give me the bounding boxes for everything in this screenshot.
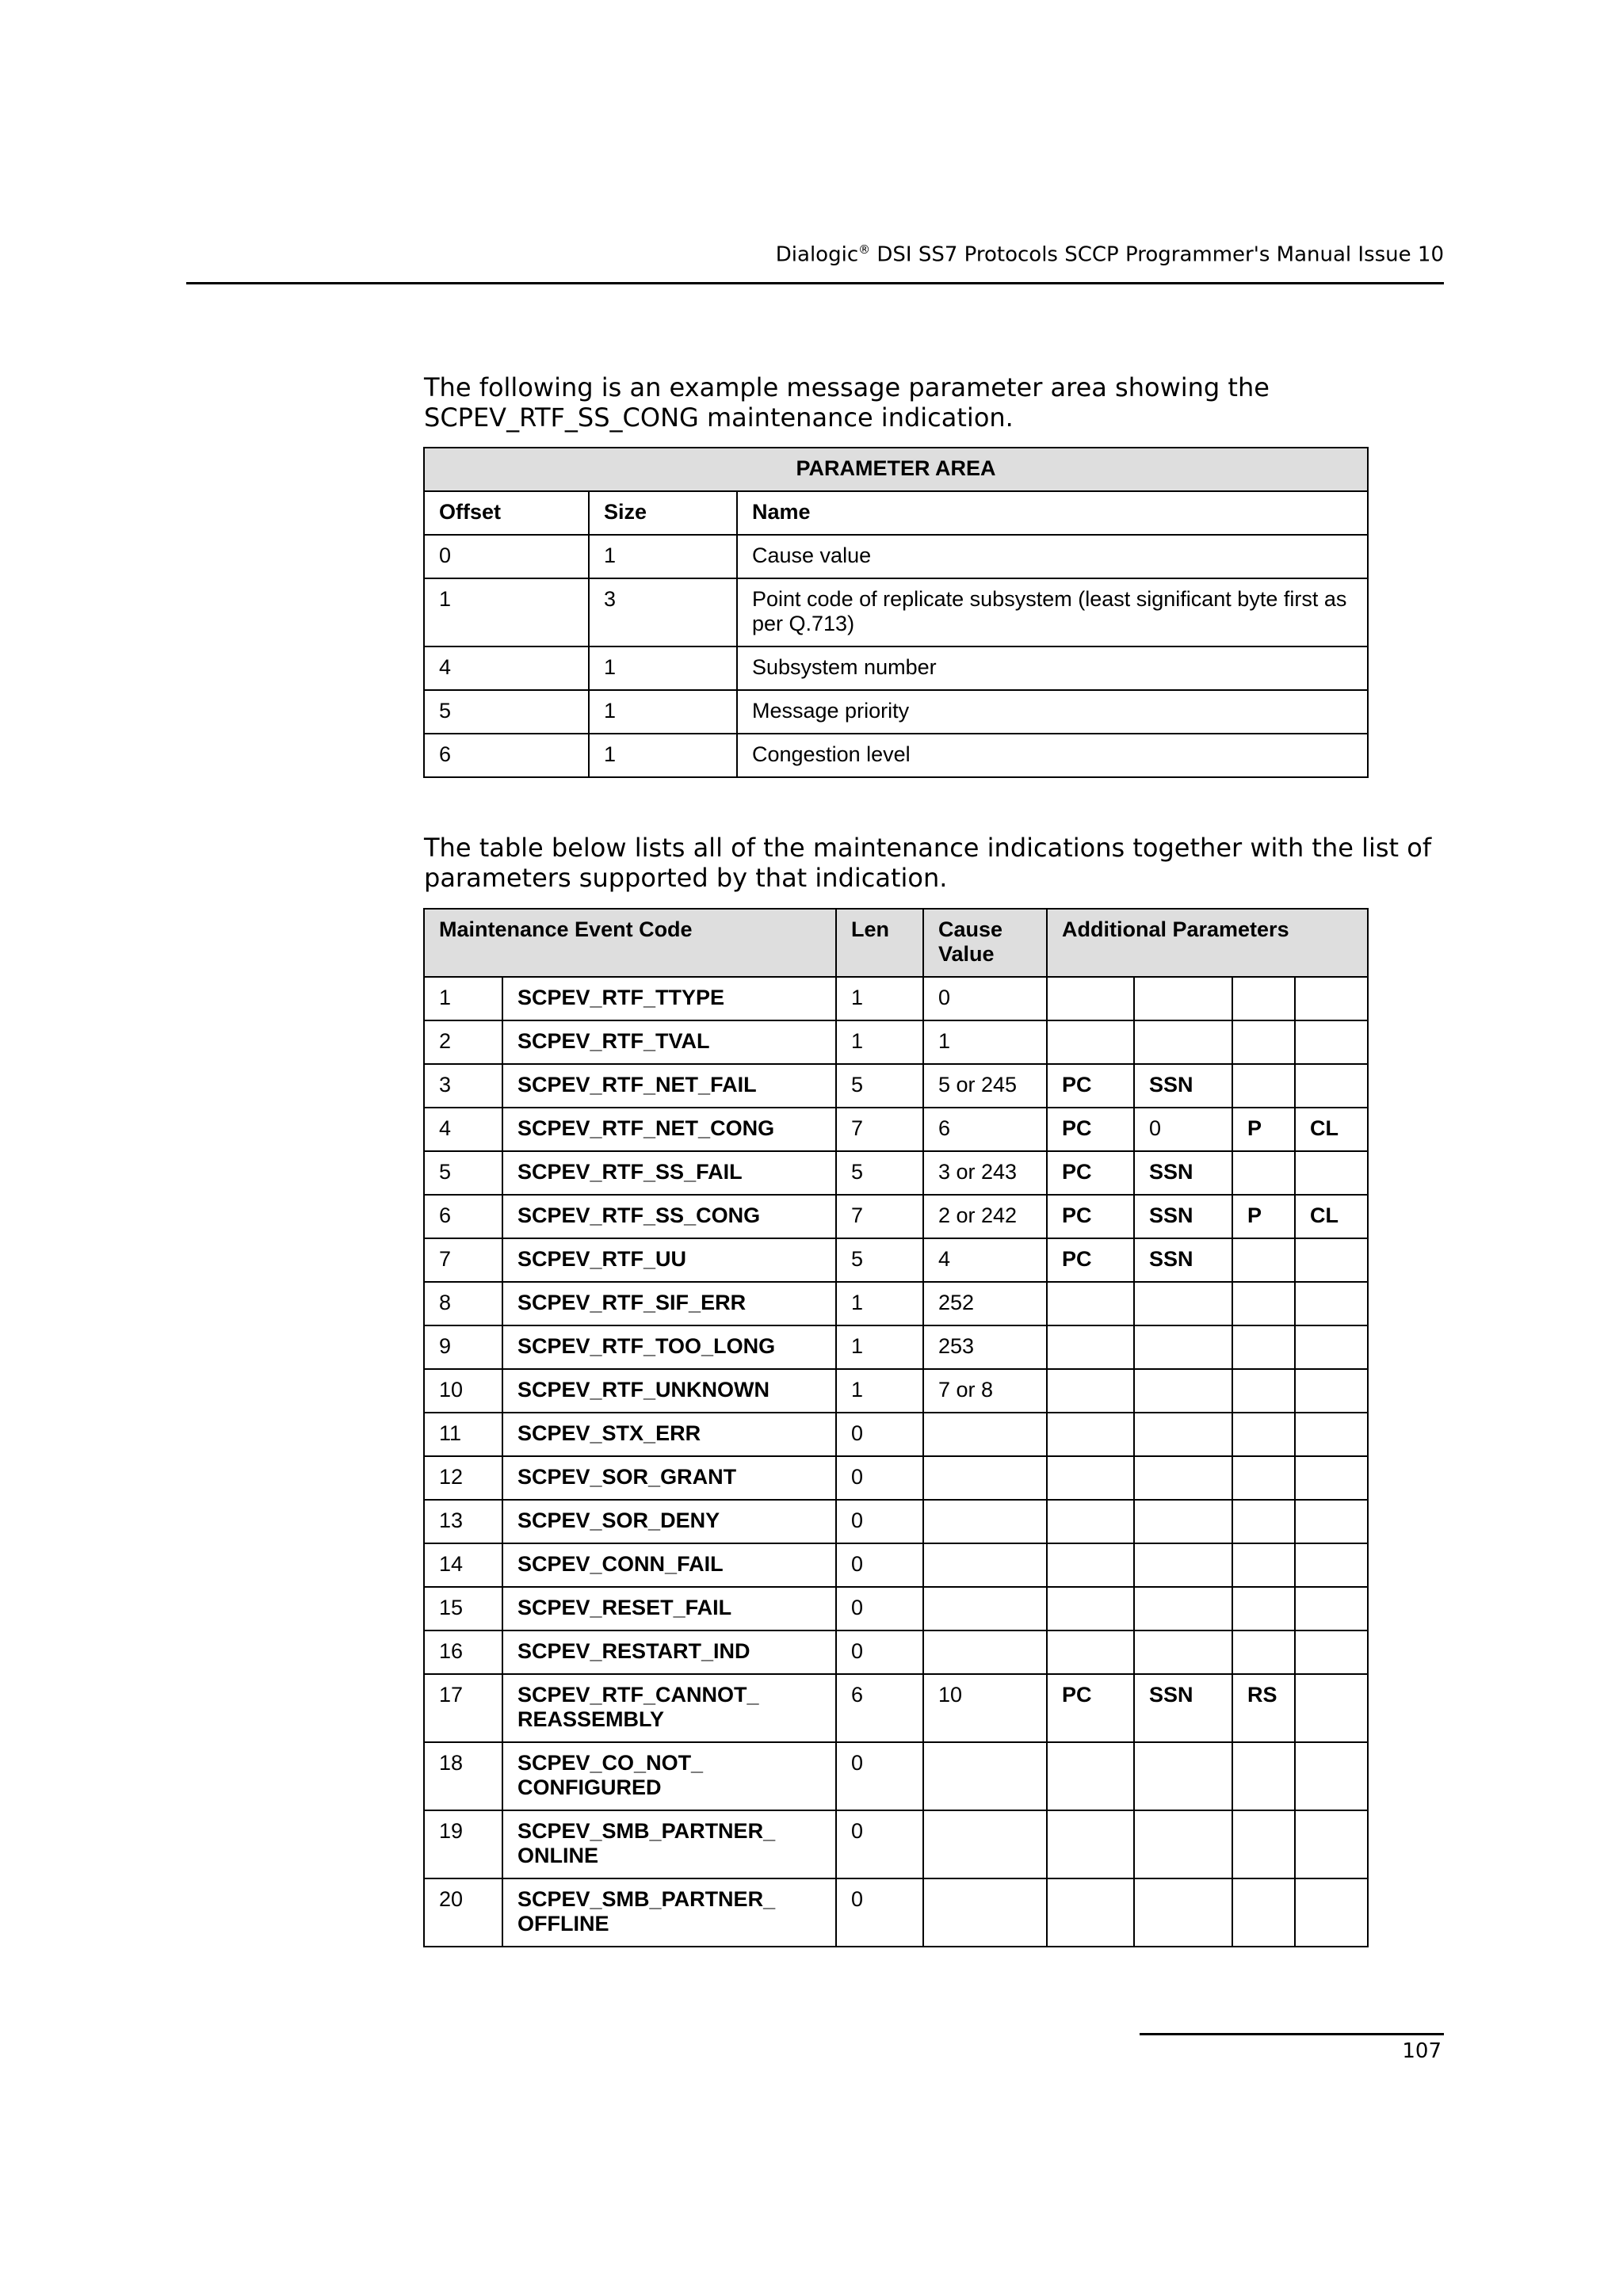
table-caption-row bbox=[424, 448, 1368, 491]
table-row bbox=[424, 1020, 1368, 1064]
table-cell bbox=[1232, 1810, 1295, 1878]
table-cell bbox=[1047, 1020, 1134, 1064]
table-cell bbox=[1295, 1630, 1368, 1674]
table-cell: SCPEV_CONN_FAIL bbox=[502, 1543, 836, 1587]
table-cell: 14 bbox=[424, 1543, 502, 1587]
table-cell: SSN bbox=[1134, 1238, 1232, 1282]
table-cell: 5 bbox=[424, 690, 589, 734]
table-row bbox=[424, 1500, 1368, 1543]
column-header: Offset bbox=[424, 491, 589, 535]
table-cell: PC bbox=[1047, 1238, 1134, 1282]
table-cell bbox=[1295, 1282, 1368, 1325]
table-cell: 7 bbox=[424, 1238, 502, 1282]
table-row bbox=[424, 690, 1368, 734]
table-cell bbox=[1134, 1282, 1232, 1325]
table-cell: 19 bbox=[424, 1810, 502, 1878]
parameter-area-table bbox=[423, 447, 1369, 778]
table-cell bbox=[1295, 1151, 1368, 1195]
table-cell: SCPEV_RTF_SIF_ERR bbox=[502, 1282, 836, 1325]
column-header: Len bbox=[836, 909, 923, 977]
table-cell: 1 bbox=[836, 1325, 923, 1369]
table-cell: SCPEV_SMB_PARTNER_ OFFLINE bbox=[502, 1878, 836, 1947]
header-rule bbox=[186, 282, 1444, 284]
table-row bbox=[424, 1108, 1368, 1151]
table-cell bbox=[1232, 1878, 1295, 1947]
table-cell bbox=[1047, 1456, 1134, 1500]
table-cell: 5 bbox=[424, 1151, 502, 1195]
table-cell bbox=[1295, 1878, 1368, 1947]
table-cell: SCPEV_STX_ERR bbox=[502, 1413, 836, 1456]
table-cell: SSN bbox=[1134, 1151, 1232, 1195]
table-cell bbox=[1047, 1587, 1134, 1630]
table-cell: SCPEV_RTF_TOO_LONG bbox=[502, 1325, 836, 1369]
table-cell: 12 bbox=[424, 1456, 502, 1500]
column-header: Additional Parameters bbox=[1047, 909, 1368, 977]
table-cell: 6 bbox=[836, 1674, 923, 1742]
table-cell: 0 bbox=[923, 977, 1047, 1020]
table-row bbox=[424, 1456, 1368, 1500]
table-cell bbox=[1134, 1630, 1232, 1674]
table-cell: 1 bbox=[836, 1369, 923, 1413]
table-cell bbox=[1295, 1587, 1368, 1630]
table-cell: 6 bbox=[424, 1195, 502, 1238]
table-row bbox=[424, 535, 1368, 578]
table-cell bbox=[1232, 1413, 1295, 1456]
intro-paragraph-1: The following is an example message parameter area showing the SCPEV_RTF_SS_CONG maintenance indication. bbox=[424, 372, 1270, 433]
table-cell bbox=[1232, 1369, 1295, 1413]
table-cell bbox=[1232, 1282, 1295, 1325]
footer-rule bbox=[1140, 2033, 1444, 2035]
table-row bbox=[424, 1674, 1368, 1742]
table-cell: SCPEV_RESET_FAIL bbox=[502, 1587, 836, 1630]
maintenance-indications-table bbox=[423, 908, 1369, 1947]
table-cell bbox=[1295, 977, 1368, 1020]
table-header-row bbox=[424, 909, 1368, 977]
table-cell: 0 bbox=[836, 1630, 923, 1674]
table-cell bbox=[923, 1587, 1047, 1630]
table-cell: Point code of replicate subsystem (least significant byte first as per Q.713) bbox=[737, 578, 1368, 646]
table-cell bbox=[1232, 1064, 1295, 1108]
table-cell: PC bbox=[1047, 1151, 1134, 1195]
table-cell bbox=[1047, 1543, 1134, 1587]
table-cell: 0 bbox=[836, 1413, 923, 1456]
table-cell bbox=[923, 1742, 1047, 1810]
table-cell bbox=[1047, 1282, 1134, 1325]
table-cell bbox=[1134, 1543, 1232, 1587]
table-cell bbox=[1295, 1456, 1368, 1500]
table-cell bbox=[1232, 1456, 1295, 1500]
table-cell bbox=[1134, 1500, 1232, 1543]
column-header: Cause Value bbox=[923, 909, 1047, 977]
table-cell: PC bbox=[1047, 1064, 1134, 1108]
table-cell bbox=[1232, 1020, 1295, 1064]
table-cell bbox=[1134, 1742, 1232, 1810]
table-cell bbox=[1134, 1325, 1232, 1369]
table-cell bbox=[1295, 1674, 1368, 1742]
table-cell: 1 bbox=[836, 1020, 923, 1064]
table-row bbox=[424, 734, 1368, 777]
table-cell: 1 bbox=[923, 1020, 1047, 1064]
table-header-row bbox=[424, 491, 1368, 535]
table-cell bbox=[1232, 1151, 1295, 1195]
table-cell: 1 bbox=[836, 977, 923, 1020]
table-cell: 16 bbox=[424, 1630, 502, 1674]
table-cell bbox=[1295, 1500, 1368, 1543]
table-cell: 5 bbox=[836, 1238, 923, 1282]
table-cell bbox=[1134, 1020, 1232, 1064]
table-cell: SCPEV_SOR_GRANT bbox=[502, 1456, 836, 1500]
table-cell: 5 bbox=[836, 1151, 923, 1195]
table-row bbox=[424, 1064, 1368, 1108]
table-cell: 0 bbox=[836, 1456, 923, 1500]
page-header bbox=[186, 242, 1444, 267]
table-cell: 7 bbox=[836, 1108, 923, 1151]
table-cell: 0 bbox=[836, 1500, 923, 1543]
table-cell: 1 bbox=[424, 977, 502, 1020]
table-row bbox=[424, 1282, 1368, 1325]
table-cell: 4 bbox=[424, 1108, 502, 1151]
table-cell: 0 bbox=[836, 1878, 923, 1947]
table-cell: SCPEV_RTF_CANNOT_ REASSEMBLY bbox=[502, 1674, 836, 1742]
table-cell: 18 bbox=[424, 1742, 502, 1810]
table-cell: Message priority bbox=[737, 690, 1368, 734]
table-cell: 0 bbox=[836, 1587, 923, 1630]
table-cell: 5 or 245 bbox=[923, 1064, 1047, 1108]
table-row bbox=[424, 1195, 1368, 1238]
table-cell bbox=[923, 1500, 1047, 1543]
table-cell bbox=[923, 1630, 1047, 1674]
table-cell bbox=[923, 1456, 1047, 1500]
table-row bbox=[424, 1325, 1368, 1369]
table-cell: 0 bbox=[836, 1810, 923, 1878]
table-cell: SCPEV_RESTART_IND bbox=[502, 1630, 836, 1674]
table-cell: PC bbox=[1047, 1674, 1134, 1742]
intro-paragraph-2: The table below lists all of the maintenance indications together with the list of parameters supported by that indication. bbox=[424, 833, 1432, 893]
table-cell bbox=[1134, 1878, 1232, 1947]
table-cell bbox=[1295, 1020, 1368, 1064]
table-cell: 2 bbox=[424, 1020, 502, 1064]
table-row bbox=[424, 1238, 1368, 1282]
table-cell bbox=[923, 1543, 1047, 1587]
header-brand: Dialogic bbox=[775, 242, 859, 267]
table-cell: 253 bbox=[923, 1325, 1047, 1369]
table-row bbox=[424, 1543, 1368, 1587]
table-cell bbox=[1047, 1500, 1134, 1543]
table-cell: 9 bbox=[424, 1325, 502, 1369]
table-row bbox=[424, 1413, 1368, 1456]
table-row bbox=[424, 646, 1368, 690]
table-cell: 6 bbox=[424, 734, 589, 777]
table-cell bbox=[1232, 1500, 1295, 1543]
table-cell bbox=[1232, 977, 1295, 1020]
table-cell: SCPEV_RTF_UU bbox=[502, 1238, 836, 1282]
table-cell bbox=[1134, 977, 1232, 1020]
table-cell bbox=[1295, 1238, 1368, 1282]
page-number: 107 bbox=[1402, 2039, 1442, 2063]
table-cell bbox=[1295, 1413, 1368, 1456]
table-cell: CL bbox=[1295, 1108, 1368, 1151]
table-cell: 20 bbox=[424, 1878, 502, 1947]
table-cell bbox=[1047, 1810, 1134, 1878]
table-cell bbox=[1134, 1369, 1232, 1413]
column-header: Name bbox=[737, 491, 1368, 535]
table-cell: 0 bbox=[836, 1543, 923, 1587]
table-cell: PC bbox=[1047, 1108, 1134, 1151]
table-cell: P bbox=[1232, 1108, 1295, 1151]
table-cell bbox=[1047, 977, 1134, 1020]
table-cell: SCPEV_RTF_TVAL bbox=[502, 1020, 836, 1064]
table-cell bbox=[1232, 1238, 1295, 1282]
table-cell bbox=[1134, 1810, 1232, 1878]
table-cell: Congestion level bbox=[737, 734, 1368, 777]
table-row bbox=[424, 1151, 1368, 1195]
maintenance-table-body bbox=[424, 977, 1368, 1947]
table-cell bbox=[1232, 1325, 1295, 1369]
table-cell bbox=[1232, 1742, 1295, 1810]
table-cell: 10 bbox=[424, 1369, 502, 1413]
table-cell bbox=[1047, 1630, 1134, 1674]
table-cell: SCPEV_SOR_DENY bbox=[502, 1500, 836, 1543]
table-cell bbox=[923, 1413, 1047, 1456]
table-cell: 15 bbox=[424, 1587, 502, 1630]
table-cell bbox=[1047, 1878, 1134, 1947]
table-cell bbox=[1295, 1742, 1368, 1810]
table-row bbox=[424, 977, 1368, 1020]
table-cell: 2 or 242 bbox=[923, 1195, 1047, 1238]
table-cell: 4 bbox=[424, 646, 589, 690]
table-row bbox=[424, 578, 1368, 646]
table-row bbox=[424, 1878, 1368, 1947]
table-cell: 3 bbox=[589, 578, 737, 646]
table-cell: SCPEV_RTF_TTYPE bbox=[502, 977, 836, 1020]
table-cell: 10 bbox=[923, 1674, 1047, 1742]
table-cell bbox=[1295, 1064, 1368, 1108]
table-cell: Cause value bbox=[737, 535, 1368, 578]
table-cell: SCPEV_RTF_SS_CONG bbox=[502, 1195, 836, 1238]
table-cell: SCPEV_RTF_UNKNOWN bbox=[502, 1369, 836, 1413]
table-cell: P bbox=[1232, 1195, 1295, 1238]
column-header: Size bbox=[589, 491, 737, 535]
table-cell bbox=[1295, 1369, 1368, 1413]
table-cell: 1 bbox=[589, 535, 737, 578]
table-cell: SSN bbox=[1134, 1064, 1232, 1108]
table-cell bbox=[1232, 1630, 1295, 1674]
table-cell bbox=[1134, 1413, 1232, 1456]
table-cell: SSN bbox=[1134, 1195, 1232, 1238]
table-cell: SCPEV_CO_NOT_ CONFIGURED bbox=[502, 1742, 836, 1810]
table-cell: 3 bbox=[424, 1064, 502, 1108]
column-header: Maintenance Event Code bbox=[424, 909, 836, 977]
table-cell: 1 bbox=[424, 578, 589, 646]
table-cell: PC bbox=[1047, 1195, 1134, 1238]
table-row bbox=[424, 1587, 1368, 1630]
table-cell: 1 bbox=[589, 734, 737, 777]
table-cell bbox=[923, 1810, 1047, 1878]
table-cell: 17 bbox=[424, 1674, 502, 1742]
table-cell: SCPEV_RTF_NET_FAIL bbox=[502, 1064, 836, 1108]
table-cell: 3 or 243 bbox=[923, 1151, 1047, 1195]
table-cell bbox=[923, 1878, 1047, 1947]
table-cell: 7 bbox=[836, 1195, 923, 1238]
table-cell bbox=[1295, 1543, 1368, 1587]
table-cell: Subsystem number bbox=[737, 646, 1368, 690]
table-caption: PARAMETER AREA bbox=[424, 448, 1368, 491]
table-cell: 4 bbox=[923, 1238, 1047, 1282]
table-cell bbox=[1047, 1369, 1134, 1413]
table-row bbox=[424, 1630, 1368, 1674]
table-cell bbox=[1134, 1587, 1232, 1630]
table-cell: SSN bbox=[1134, 1674, 1232, 1742]
table-cell: 5 bbox=[836, 1064, 923, 1108]
table-cell: SCPEV_SMB_PARTNER_ ONLINE bbox=[502, 1810, 836, 1878]
table-cell: 1 bbox=[589, 646, 737, 690]
table-cell: 252 bbox=[923, 1282, 1047, 1325]
table-cell bbox=[1047, 1413, 1134, 1456]
table-row bbox=[424, 1742, 1368, 1810]
table-row bbox=[424, 1369, 1368, 1413]
table-cell: 6 bbox=[923, 1108, 1047, 1151]
table-cell: RS bbox=[1232, 1674, 1295, 1742]
header-title: DSI SS7 Protocols SCCP Programmer's Manual Issue 10 bbox=[870, 242, 1444, 267]
registered-mark: ® bbox=[858, 242, 871, 257]
table-cell: SCPEV_RTF_NET_CONG bbox=[502, 1108, 836, 1151]
table-cell: 7 or 8 bbox=[923, 1369, 1047, 1413]
table-cell: 0 bbox=[1134, 1108, 1232, 1151]
table-cell bbox=[1134, 1456, 1232, 1500]
table-cell: SCPEV_RTF_SS_FAIL bbox=[502, 1151, 836, 1195]
table-cell bbox=[1047, 1742, 1134, 1810]
table-cell bbox=[1232, 1587, 1295, 1630]
table-cell bbox=[1295, 1810, 1368, 1878]
table-cell: 11 bbox=[424, 1413, 502, 1456]
table-cell: 13 bbox=[424, 1500, 502, 1543]
table-cell bbox=[1295, 1325, 1368, 1369]
table-cell: 1 bbox=[589, 690, 737, 734]
table-row bbox=[424, 1810, 1368, 1878]
table-cell: CL bbox=[1295, 1195, 1368, 1238]
table-cell: 1 bbox=[836, 1282, 923, 1325]
table-cell: 8 bbox=[424, 1282, 502, 1325]
table-cell: 0 bbox=[424, 535, 589, 578]
table-cell: 0 bbox=[836, 1742, 923, 1810]
table-cell bbox=[1047, 1325, 1134, 1369]
table-cell bbox=[1232, 1543, 1295, 1587]
